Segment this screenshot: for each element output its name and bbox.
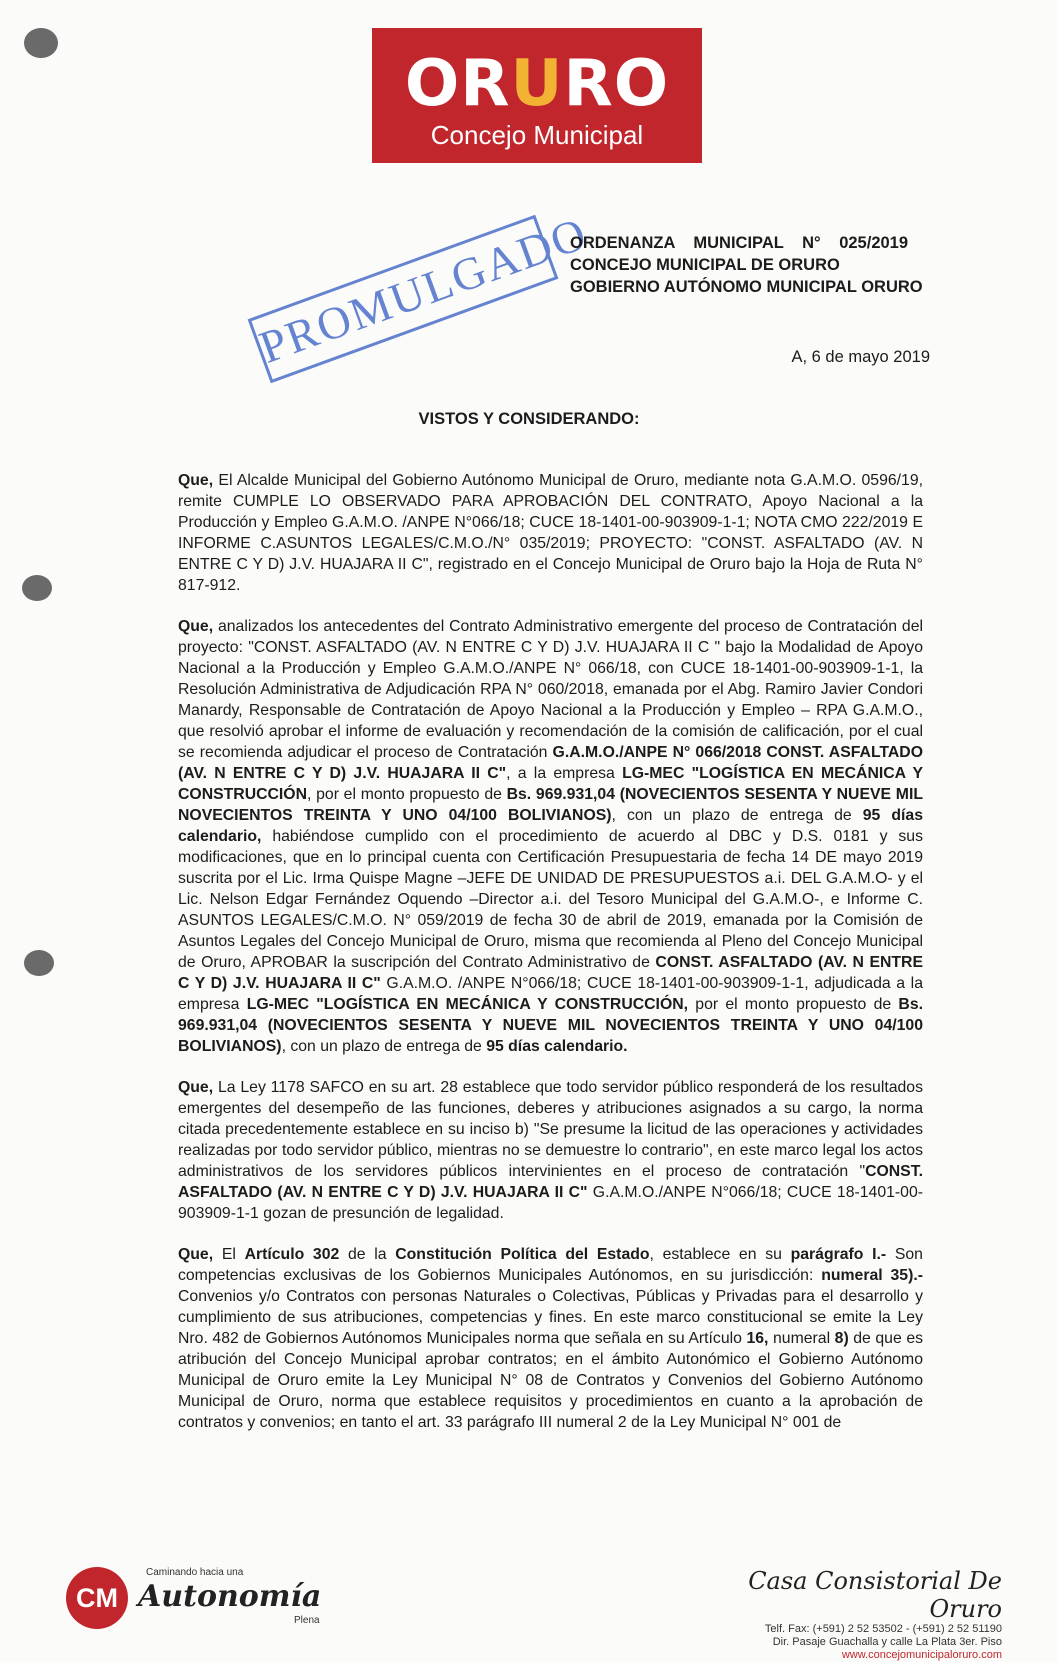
contact-block: [672, 1567, 1002, 1662]
text-run: analizados los antecedentes del Contrato Administrativo emergente del proceso de Contratación del proyecto: "CONST. ASFALTADO (AV. N ENTRE C Y D) J.V. HUAJARA II C " bajo la Modalidad de Apoyo Nacional a la Producción y Empleo G.A.M.O./ANPE N° 066/18, con CUCE 18-1401-00-903909-1-1, la Resolución Administrativa de Adjudicación RPA N° 060/2018, emanada por el Abg. Ramiro Javier Condori Manardy, Responsable de Contratación de Apoyo Nacional a la Producción y Empleo – RPA G.A.M.O., que resolvió aprobar el informe de evaluación y recomendación de la comisión de calificación, por el cual se recomienda adjudicar el proceso de Contratación: [178, 618, 923, 761]
ordinance-header: [570, 232, 923, 298]
section-title: VISTOS Y CONSIDERANDO:: [418, 410, 640, 428]
text-run: de la: [339, 1246, 396, 1263]
bold-text-run: 95 días calendario,: [178, 807, 923, 845]
bold-text-run: Que,: [178, 1079, 214, 1096]
text-run: , por el monto propuesto de: [307, 786, 507, 803]
text-run: , con un plazo de entrega de: [611, 807, 863, 824]
logo-word-mid: U: [510, 47, 564, 121]
bold-text-run: Que,: [178, 472, 214, 489]
contact-address: Dir. Pasaje Guachalla y calle La Plata 3er. Piso: [772, 1636, 1002, 1648]
body-paragraph: [178, 1077, 923, 1224]
autonomia-tagline-bottom: Plena: [294, 1615, 320, 1626]
autonomia-tagline-top: Caminando hacia una: [146, 1567, 244, 1578]
bold-text-run: LG-MEC "LOGÍSTICA EN MECÁNICA Y CONSTRUCCIÓN: [178, 765, 923, 803]
logo-word-left: OR: [404, 47, 511, 121]
bold-text-run: Bs. 969.931,04 (NOVECIENTOS SESENTA Y NUEVE MIL NOVECIENTOS TREINTA Y UNO 04/100 BOLIVIANOS): [178, 996, 923, 1055]
promulgado-stamp: PROMULGADO: [248, 215, 559, 384]
bold-text-run: G.A.M.O./ANPE N° 066/2018 CONST. ASFALTADO (AV. N ENTRE C Y D) J.V. HUAJARA II C": [178, 744, 923, 782]
bold-text-run: 95 días calendario.: [486, 1038, 628, 1055]
binder-hole-mark: [22, 575, 52, 601]
text-run: G.A.M.O. /ANPE N°066/18; CUCE 18-1401-00-903909-1-1, adjudicada a la empresa: [178, 975, 923, 1013]
bold-text-run: CONST. ASFALTADO (AV. N ENTRE C Y D) J.V. HUAJARA II C": [178, 954, 923, 992]
text-run: El Alcalde Municipal del Gobierno Autónomo Municipal de Oruro, mediante nota G.A.M.O. 0596/19, remite CUMPLE LO OBSERVADO PARA APROBACIÓN DEL CONTRATO, Apoyo Nacional a la Producción y Empleo G.A.M.O. /ANPE N°066/18; CUCE 18-1401-00-903909-1-1; NOTA CMO 222/2019 E INFORME C.ASUNTOS LEGALES/C.M.O./N° 035/2019; PROYECTO: "CONST. ASFALTADO (AV. N ENTRE C Y D) J.V. HUAJARA II C", registrado en el Concejo Municipal de Oruro bajo la Hoja de Ruta N° 817-912.: [178, 472, 923, 594]
bold-text-run: 8): [834, 1330, 849, 1347]
ordinance-number: ORDENANZA MUNICIPAL N° 025/2019: [570, 234, 909, 252]
council-name: CONCEJO MUNICIPAL DE ORURO: [570, 256, 840, 274]
text-run: , establece en su: [649, 1246, 791, 1263]
binder-hole-mark: [24, 28, 58, 58]
contact-website[interactable]: www.concejomunicipaloruro.com: [841, 1649, 1002, 1661]
body-paragraph: [178, 616, 923, 1057]
text-run: numeral: [768, 1330, 835, 1347]
government-name: GOBIERNO AUTÓNOMO MUNICIPAL ORURO: [570, 278, 923, 296]
text-run: Convenios y/o Contratos con personas Naturales o Colectivas, Públicas y Privadas para el desarrollo y cumplimiento de sus atribuciones, competencias y fines. En este marco constitucional se emite la Ley Nro. 482 de Gobiernos Autónomos Municipales norma que señala en su Artículo: [178, 1288, 923, 1347]
body-paragraph: [178, 470, 923, 596]
text-run: habiéndose cumplido con el procedimiento de acuerdo al DBC y D.S. 0181 y sus modificaciones, que en lo principal cuenta con Certificación Presupuestaria de fecha 14 DE mayo 2019 suscrita por el Lic. Irma Quispe Magne –JEFE DE UNIDAD DE PRESUPUESTOS a.i. DEL G.A.M.O- y el Lic. Nelson Edgar Fernández Oquendo –Director a.i. del Tesoro Municipal del G.A.M.O-, e Informe C. ASUNTOS LEGALES/C.M.O. N° 059/2019 de fecha 30 de abril de 2019, emanada por la Comisión de Asuntos Legales del Concejo Municipal de Oruro, misma que recomienda al Pleno del Concejo Municipal de Oruro, APROBAR la suscripción del Contrato Administrativo de: [178, 828, 923, 971]
contact-title: Casa Consistorial De Oruro: [748, 1567, 1002, 1623]
bold-text-run: Que,: [178, 1246, 214, 1263]
bold-text-run: parágrafo I.-: [790, 1246, 887, 1263]
text-run: La Ley 1178 SAFCO en su art. 28 establece que todo servidor público responderá de los resultados emergentes del desempeño de las funciones, deberes y atribuciones asignados a su cargo, la norma citada precedentemente establece en su inciso b) "Se presume la licitud de las operaciones y actividades realizadas por todo servidor público, mientras no se demuestre lo contrario", en este marco legal los actos administrativos de los servidores públicos intervinientes en el proceso de contratación ": [178, 1079, 923, 1180]
contact-phone: Telf. Fax: (+591) 2 52 53502 - (+591) 2 52 51190: [764, 1623, 1002, 1635]
autonomia-tagline-main: Autonomía: [138, 1579, 322, 1614]
bold-text-run: Bs. 969.931,04 (NOVECIENTOS SESENTA Y NUEVE MIL NOVECIENTOS TREINTA Y UNO 04/100 BOLIVIANOS): [178, 786, 923, 824]
bold-text-run: Constitución Política del Estado: [395, 1246, 650, 1263]
bold-text-run: Artículo 302: [244, 1246, 340, 1263]
bold-text-run: CONST. ASFALTADO (AV. N ENTRE C Y D) J.V. HUAJARA II C": [178, 1163, 923, 1201]
text-run: de que es atribución del Concejo Municipal aprobar contratos; en el ámbito Autonómico el Gobierno Autónomo Municipal de Oruro emite la Ley Municipal N° 08 de Contratos y Convenios del Gobierno Autónomo Municipal de Oruro, norma que establece requisitos y procedimientos en cuanto a la aprobación de contratos y convenios; en tanto el art. 33 parágrafo III numeral 2 de la Ley Municipal N° 001 de: [178, 1330, 924, 1431]
body-paragraph: [178, 1244, 923, 1433]
oruro-logo: [372, 28, 702, 163]
bold-text-run: numeral 35).-: [821, 1267, 923, 1284]
logo-wordmark: [372, 47, 702, 121]
binder-hole-mark: [24, 950, 54, 976]
text-run: El: [213, 1246, 245, 1263]
text-run: , a la empresa: [506, 765, 623, 782]
document-date: A, 6 de mayo 2019: [791, 348, 930, 366]
text-run: G.A.M.O./ANPE N°066/18; CUCE 18-1401-00-903909-1-1 gozan de presunción de legalidad.: [178, 1184, 924, 1222]
autonomia-logo: [66, 1565, 336, 1635]
text-run: por el monto propuesto de: [688, 996, 899, 1013]
cm-circle-logo: CM: [66, 1567, 128, 1629]
logo-word-right: RO: [563, 47, 670, 121]
bold-text-run: Que,: [178, 618, 214, 635]
text-run: , con un plazo de entrega de: [281, 1038, 487, 1055]
document-body: [178, 470, 923, 1453]
logo-subtitle: Concejo Municipal: [430, 120, 644, 150]
text-run: Son competencias exclusivas de los Gobiernos Municipales Autónomos, en su jurisdicción:: [178, 1246, 923, 1284]
bold-text-run: LG-MEC "LOGÍSTICA EN MECÁNICA Y CONSTRUCCIÓN,: [246, 996, 689, 1013]
bold-text-run: 16,: [746, 1330, 769, 1347]
